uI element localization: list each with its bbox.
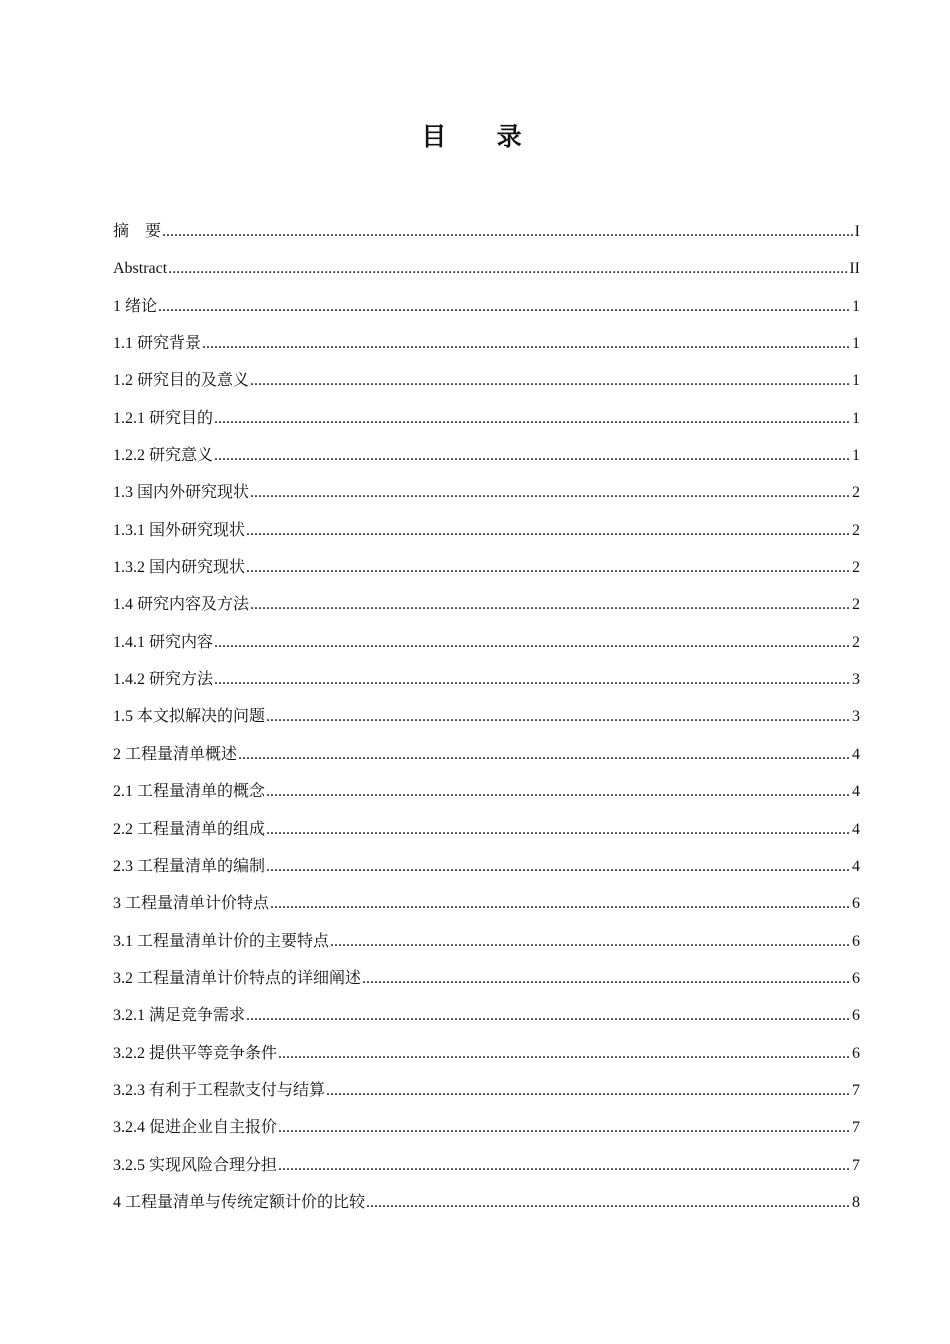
toc-entry-label: 3 工程量清单计价特点 — [113, 895, 270, 913]
toc-dot-leader — [214, 624, 851, 661]
toc-entry-label: 摘 要 — [113, 223, 162, 240]
toc-entry-label: 3.1 工程量清单计价的主要特点 — [113, 932, 330, 950]
toc-entry-label: 1.4.2 研究方法 — [113, 671, 214, 689]
toc-dot-leader — [250, 362, 851, 399]
toc-entry[interactable] — [113, 736, 860, 773]
toc-dot-leader — [278, 1109, 851, 1146]
toc-entry[interactable] — [113, 698, 860, 735]
toc-entry[interactable] — [113, 549, 860, 586]
toc-entry-page-number: 1 — [852, 335, 860, 353]
toc-entry[interactable] — [113, 848, 860, 885]
toc-dot-leader — [278, 1147, 851, 1184]
toc-entry-page-number: 6 — [852, 1044, 860, 1062]
toc-entry-label: 1.4.1 研究内容 — [113, 633, 214, 651]
toc-entry[interactable] — [113, 997, 860, 1034]
toc-entry[interactable] — [113, 213, 860, 250]
toc-entry[interactable] — [113, 811, 860, 848]
toc-dot-leader — [266, 698, 851, 735]
toc-entry[interactable] — [113, 773, 860, 810]
toc-entry[interactable] — [113, 400, 860, 437]
toc-entry-label: 1 绪论 — [113, 297, 158, 315]
toc-entry-label: 2.2 工程量清单的组成 — [113, 820, 266, 838]
toc-entry-page-number: 6 — [852, 895, 860, 913]
toc-entry[interactable] — [113, 1184, 860, 1221]
toc-entry-page-number: 2 — [852, 559, 860, 577]
toc-dot-leader — [246, 997, 851, 1034]
toc-entry-page-number: 8 — [852, 1193, 860, 1211]
toc-entry[interactable] — [113, 586, 860, 623]
toc-entry[interactable] — [113, 960, 860, 997]
toc-entry-label: 1.2.1 研究目的 — [113, 409, 214, 427]
toc-entry-page-number: 4 — [852, 783, 860, 801]
toc-entry[interactable] — [113, 437, 860, 474]
toc-entry-page-number: 6 — [852, 969, 860, 987]
toc-entry-page-number: 2 — [852, 521, 860, 539]
toc-entry[interactable] — [113, 1035, 860, 1072]
toc-entry[interactable] — [113, 512, 860, 549]
toc-dot-leader — [250, 474, 851, 511]
toc-dot-leader — [214, 661, 851, 698]
toc-dot-leader — [250, 586, 851, 623]
toc-entry[interactable] — [113, 1072, 860, 1109]
toc-entry[interactable] — [113, 923, 860, 960]
toc-dot-leader — [366, 1184, 851, 1221]
toc-entry-label: 3.2.4 促进企业自主报价 — [113, 1119, 278, 1137]
toc-dot-leader — [246, 512, 851, 549]
toc-entry-page-number: 4 — [852, 745, 860, 763]
toc-entry-label: 1.3.1 国外研究现状 — [113, 521, 246, 539]
toc-entry[interactable] — [113, 474, 860, 511]
toc-dot-leader — [266, 848, 851, 885]
toc-entry-label: 3.2.5 实现风险合理分担 — [113, 1156, 278, 1174]
toc-dot-leader — [362, 960, 851, 997]
toc-entry-page-number: 2 — [852, 596, 860, 614]
toc-entry[interactable] — [113, 661, 860, 698]
toc-entry-page-number: 1 — [852, 447, 860, 465]
toc-entry-page-number: 6 — [852, 1007, 860, 1025]
toc-entry-label: 2 工程量清单概述 — [113, 745, 238, 763]
toc-entry[interactable] — [113, 250, 860, 287]
toc-dot-leader — [202, 325, 851, 362]
toc-dot-leader — [158, 288, 851, 325]
toc-dot-leader — [266, 773, 851, 810]
toc-entry-page-number: 2 — [852, 633, 860, 651]
toc-dot-leader — [162, 213, 854, 250]
toc-dot-leader — [168, 250, 848, 287]
toc-entry-page-number: 1 — [852, 297, 860, 315]
page-title: 目 录 — [421, 124, 544, 151]
toc-entry-label: 4 工程量清单与传统定额计价的比较 — [113, 1193, 366, 1211]
toc-dot-leader — [278, 1035, 851, 1072]
toc-entry-label: 1.1 研究背景 — [113, 335, 202, 353]
toc-entry-page-number: 7 — [852, 1081, 860, 1099]
toc-dot-leader — [214, 437, 851, 474]
toc-entry-label: 2.3 工程量清单的编制 — [113, 857, 266, 875]
toc-entry-page-number: 7 — [852, 1119, 860, 1137]
toc-entry-label: 1.3 国内外研究现状 — [113, 484, 250, 502]
toc-entry-page-number: 6 — [852, 932, 860, 950]
toc-entry[interactable] — [113, 624, 860, 661]
toc-entry-label: 3.2.2 提供平等竞争条件 — [113, 1044, 278, 1062]
toc-entry-page-number: 4 — [852, 857, 860, 875]
toc-entry-label: 1.3.2 国内研究现状 — [113, 559, 246, 577]
toc-entry-page-number: 7 — [852, 1156, 860, 1174]
toc-dot-leader — [326, 1072, 851, 1109]
toc-entry[interactable] — [113, 325, 860, 362]
toc-dot-leader — [214, 400, 851, 437]
toc-entry-label: 1.2 研究目的及意义 — [113, 372, 250, 390]
toc-entry[interactable] — [113, 885, 860, 922]
toc-entry-page-number: 3 — [852, 708, 860, 726]
toc-entry-page-number: 1 — [852, 372, 860, 390]
toc-entry-label: 3.2.1 满足竞争需求 — [113, 1007, 246, 1025]
toc-entry[interactable] — [113, 1147, 860, 1184]
toc-entry-label: 2.1 工程量清单的概念 — [113, 783, 266, 801]
toc-entry-page-number: II — [849, 260, 860, 278]
toc-dot-leader — [246, 549, 851, 586]
toc-entry-label: Abstract — [113, 260, 168, 278]
toc-entry-page-number: 4 — [852, 820, 860, 838]
toc-entry-label: 1.2.2 研究意义 — [113, 447, 214, 465]
toc-entry-page-number: I — [854, 223, 860, 240]
toc-entry[interactable] — [113, 288, 860, 325]
toc-entry[interactable] — [113, 1109, 860, 1146]
toc-dot-leader — [330, 923, 851, 960]
table-of-contents — [113, 213, 860, 1221]
toc-entry-page-number: 1 — [852, 409, 860, 427]
toc-dot-leader — [270, 885, 851, 922]
toc-entry-label: 1.5 本文拟解决的问题 — [113, 708, 266, 726]
toc-entry[interactable] — [113, 362, 860, 399]
toc-dot-leader — [266, 811, 851, 848]
toc-entry-label: 3.2.3 有利于工程款支付与结算 — [113, 1081, 326, 1099]
toc-entry-page-number: 2 — [852, 484, 860, 502]
toc-entry-label: 3.2 工程量清单计价特点的详细阐述 — [113, 969, 362, 987]
toc-dot-leader — [238, 736, 851, 773]
toc-entry-label: 1.4 研究内容及方法 — [113, 596, 250, 614]
toc-entry-page-number: 3 — [852, 671, 860, 689]
